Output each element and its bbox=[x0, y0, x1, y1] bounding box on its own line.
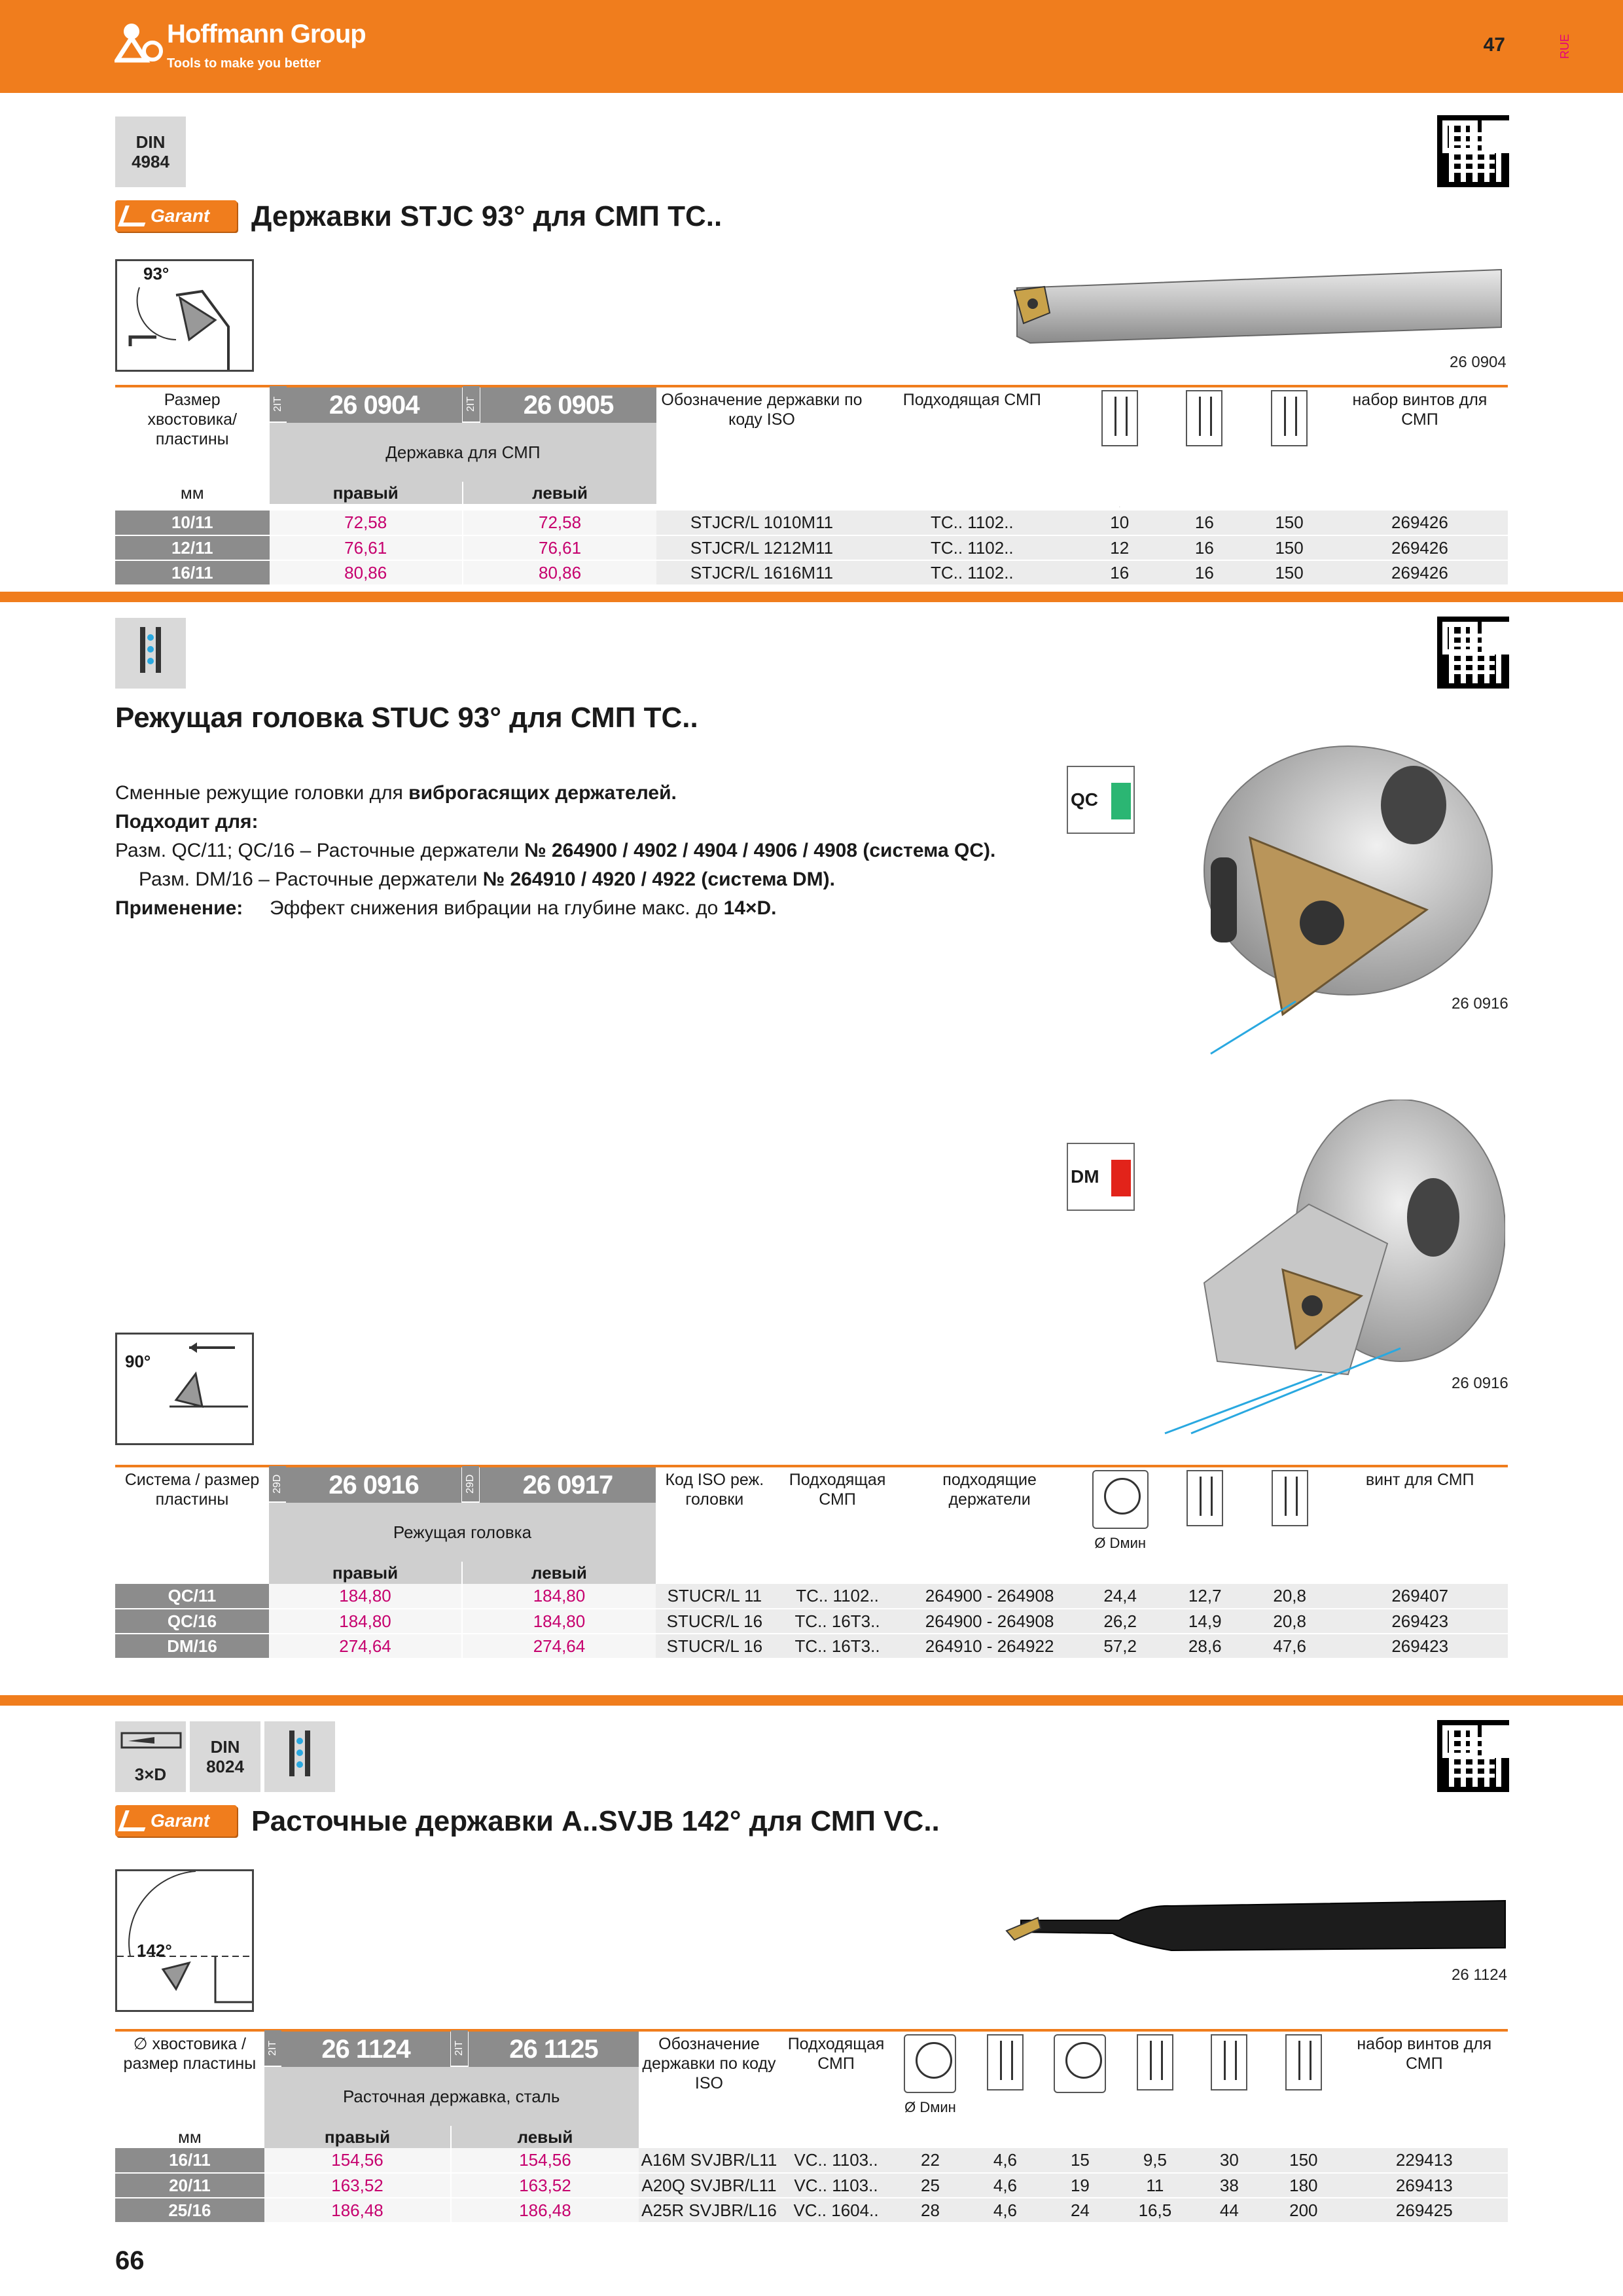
unit-mm: мм bbox=[178, 2126, 202, 2147]
col-size: ∅ хвостовика / размер пластины bbox=[115, 2030, 264, 2126]
dim-value: 180 bbox=[1266, 2173, 1340, 2198]
dim-value: 16 bbox=[1162, 560, 1247, 585]
product-image-holder bbox=[1004, 264, 1508, 350]
table-row bbox=[115, 1609, 1508, 1634]
screw-set: 269426 bbox=[1332, 511, 1508, 535]
label-left: левый bbox=[462, 1562, 656, 1584]
dim-value: 10 bbox=[1077, 511, 1162, 535]
iso-code: A16M SVJBR/L11 bbox=[639, 2148, 780, 2173]
garant-badge-label: Garant bbox=[151, 1810, 210, 1831]
text-bold: № 264910 / 4920 / 4922 (система DM). bbox=[482, 869, 835, 890]
price-right: 80,86 bbox=[270, 560, 463, 585]
dm-system-badge bbox=[1067, 1143, 1135, 1211]
schematic-icon bbox=[117, 1335, 252, 1443]
iso-code: STUCR/L 16 bbox=[656, 1634, 774, 1659]
col-dim-5 bbox=[1192, 2030, 1266, 2148]
dim-value: 16 bbox=[1162, 535, 1247, 560]
product-image-head-qc bbox=[1152, 740, 1505, 1067]
product-label: Режущая головка bbox=[269, 1503, 656, 1562]
iso-code: STUCR/L 16 bbox=[656, 1609, 774, 1634]
text: Разм. QC/11; QC/16 – Расточные держатели bbox=[115, 840, 525, 861]
dim-value: 15 bbox=[1043, 2148, 1118, 2173]
insert-code: TC.. 1102.. bbox=[774, 1584, 902, 1609]
row-size: 25/16 bbox=[115, 2198, 264, 2223]
garant-logo-icon bbox=[118, 206, 152, 226]
iso-code: STJCR/L 1212M11 bbox=[656, 535, 867, 560]
hoffmann-logo-icon bbox=[115, 22, 166, 63]
dimension-icon bbox=[1186, 1470, 1223, 1526]
col-iso: Код ISO реж. головки bbox=[656, 1466, 774, 1584]
garant-badge bbox=[115, 200, 237, 232]
section-title: Расточные державки A..SVJB 142° для СМП VC.. bbox=[251, 1805, 940, 1837]
col-holder: подходящие держатели bbox=[901, 1466, 1077, 1584]
diameter-icon bbox=[1054, 2034, 1106, 2093]
label-left: левый bbox=[451, 2126, 638, 2148]
art-prefix-left: 2IT bbox=[463, 386, 480, 423]
garant-logo-icon bbox=[118, 1810, 152, 1831]
dim-value: 22 bbox=[893, 2148, 968, 2173]
garant-badge-label: Garant bbox=[151, 206, 210, 226]
din-badge-line1: DIN bbox=[210, 1737, 240, 1757]
angle-label: 93° bbox=[143, 264, 169, 283]
dimension-icon bbox=[1271, 390, 1308, 446]
dimension-icon bbox=[1186, 390, 1222, 446]
col-size: Система / размер пластины bbox=[115, 1466, 269, 1562]
col-screw: винт для СМП bbox=[1332, 1466, 1508, 1584]
qc-label: QC bbox=[1071, 789, 1098, 810]
coolant-icon bbox=[264, 1721, 335, 1792]
price-right: 163,52 bbox=[264, 2173, 451, 2198]
iso-code: A20Q SVJBR/L11 bbox=[639, 2173, 780, 2198]
row-size: 16/11 bbox=[115, 560, 270, 585]
dmin-label: Ø Dмин bbox=[904, 2099, 956, 2115]
din-badge-line2: 4984 bbox=[132, 152, 169, 171]
text: Сменные режущие головки для bbox=[115, 782, 409, 804]
row-size: DM/16 bbox=[115, 1634, 269, 1659]
description-line bbox=[115, 865, 1031, 894]
dim-value: 4,6 bbox=[968, 2173, 1042, 2198]
page-number: 47 bbox=[1483, 34, 1505, 56]
col-dim-3 bbox=[1043, 2030, 1118, 2148]
screw-set: 229413 bbox=[1341, 2148, 1508, 2173]
col-dim-1 bbox=[1077, 386, 1162, 504]
boring-icon bbox=[115, 1721, 186, 1761]
dm-icon bbox=[1111, 1160, 1131, 1196]
holder-range: 264900 - 264908 bbox=[901, 1584, 1077, 1609]
dimension-icon bbox=[1211, 2034, 1247, 2090]
col-iso: Обозначение державки по коду ISO bbox=[656, 386, 867, 504]
dim-value: 28 bbox=[893, 2198, 968, 2223]
dim-value: 16,5 bbox=[1118, 2198, 1192, 2223]
table-row bbox=[115, 560, 1508, 585]
qc-system-badge bbox=[1067, 766, 1135, 834]
col-dim-2 bbox=[1163, 1466, 1247, 1584]
col-dmin bbox=[893, 2030, 968, 2148]
section-title: Режущая головка STUC 93° для СМП TC.. bbox=[115, 702, 698, 734]
insert-code: TC.. 16T3.. bbox=[774, 1634, 902, 1659]
label-right: правый bbox=[269, 1562, 462, 1584]
angle-schematic bbox=[115, 1869, 254, 2012]
dim-value: 47,6 bbox=[1247, 1634, 1332, 1659]
col-insert: Подходящая СМП bbox=[867, 386, 1077, 504]
row-size: 12/11 bbox=[115, 535, 270, 560]
table-row bbox=[115, 2148, 1508, 2173]
image-code: 26 1124 bbox=[1452, 1966, 1507, 1984]
col-dim-2 bbox=[968, 2030, 1042, 2148]
dim-value: 150 bbox=[1247, 560, 1332, 585]
row-size: 10/11 bbox=[115, 511, 270, 535]
image-code: 26 0916 bbox=[1452, 995, 1508, 1013]
insert-code: TC.. 16T3.. bbox=[774, 1609, 902, 1634]
table-row bbox=[115, 1584, 1508, 1609]
screw: 269423 bbox=[1332, 1634, 1508, 1659]
dmin-label: Ø Dмин bbox=[1094, 1535, 1147, 1551]
article-number-right[interactable]: 26 0904 bbox=[287, 386, 463, 423]
text: Разм. DM/16 – Расточные держатели bbox=[139, 869, 483, 890]
spec-table-2 bbox=[115, 1465, 1508, 1659]
row-size: QC/16 bbox=[115, 1609, 269, 1634]
dim-value: 11 bbox=[1118, 2173, 1192, 2198]
insert-code: TC.. 1102.. bbox=[867, 560, 1077, 585]
col-dmin bbox=[1078, 1466, 1163, 1584]
brand-name: Hoffmann Group bbox=[167, 20, 366, 48]
dim-value: 28,6 bbox=[1163, 1634, 1247, 1659]
col-screw: набор винтов для СМП bbox=[1341, 2030, 1508, 2148]
dim-value: 19 bbox=[1043, 2173, 1118, 2198]
dim-value: 150 bbox=[1247, 511, 1332, 535]
language-tag: RUE bbox=[1558, 34, 1571, 60]
screw: 269407 bbox=[1332, 1584, 1508, 1609]
dim-value: 38 bbox=[1192, 2173, 1266, 2198]
price-right: 72,58 bbox=[270, 511, 463, 535]
price-right: 186,48 bbox=[264, 2198, 451, 2223]
dim-value: 44 bbox=[1192, 2198, 1266, 2223]
screw-set: 269426 bbox=[1332, 535, 1508, 560]
product-label: Расточная державка, сталь bbox=[264, 2067, 639, 2126]
col-iso: Обозначение державки по коду ISO bbox=[639, 2030, 780, 2148]
coolant-icon bbox=[115, 618, 186, 689]
label-left: левый bbox=[463, 482, 656, 504]
article-number-left[interactable]: 26 0917 bbox=[480, 1466, 656, 1503]
dim-value: 24 bbox=[1043, 2198, 1118, 2223]
price-right: 184,80 bbox=[269, 1584, 462, 1609]
description-line bbox=[115, 836, 1031, 865]
dim-value: 200 bbox=[1266, 2198, 1340, 2223]
angle-label: 90° bbox=[125, 1352, 151, 1371]
angle-schematic bbox=[115, 259, 254, 372]
table-row bbox=[115, 535, 1508, 560]
art-prefix-right: 29D bbox=[269, 1466, 286, 1503]
footer-page-number: 66 bbox=[115, 2246, 145, 2275]
dim-value: 30 bbox=[1192, 2148, 1266, 2173]
text-bold: 14×D. bbox=[723, 897, 777, 919]
iso-code: A25R SVJBR/L16 bbox=[639, 2198, 780, 2223]
article-number-right[interactable]: 26 1124 bbox=[281, 2030, 451, 2067]
spec-table-3 bbox=[115, 2029, 1508, 2223]
unit-mm bbox=[115, 1562, 269, 1584]
section-divider bbox=[0, 1695, 1623, 1706]
page-header bbox=[0, 0, 1623, 93]
price-right: 184,80 bbox=[269, 1609, 462, 1634]
price-right: 154,56 bbox=[264, 2148, 451, 2173]
spec-table-1 bbox=[115, 385, 1508, 586]
angle-label: 142° bbox=[137, 1941, 172, 1960]
dim-value: 20,8 bbox=[1247, 1584, 1332, 1609]
insert-code: VC.. 1604.. bbox=[779, 2198, 892, 2223]
price-left: 72,58 bbox=[463, 511, 656, 535]
brand-slogan: Tools to make you better bbox=[167, 56, 321, 71]
dim-value: 16 bbox=[1077, 560, 1162, 585]
col-insert: Подходящая СМП bbox=[779, 2030, 892, 2148]
qr-code[interactable] bbox=[1437, 1720, 1509, 1792]
text-bold: Применение: bbox=[115, 897, 243, 919]
table-row bbox=[115, 511, 1508, 535]
price-right: 274,64 bbox=[269, 1634, 462, 1659]
qr-code[interactable] bbox=[1437, 617, 1509, 689]
dm-label: DM bbox=[1071, 1166, 1099, 1187]
section-divider bbox=[0, 592, 1623, 602]
art-prefix-left: 2IT bbox=[451, 2030, 469, 2067]
product-image-boring-bar bbox=[1001, 1885, 1512, 1964]
text-bold: № 264900 / 4902 / 4904 / 4906 / 4908 (система QC). bbox=[524, 840, 996, 861]
price-left: 184,80 bbox=[462, 1584, 656, 1609]
article-number-left[interactable]: 26 0905 bbox=[480, 386, 656, 423]
dimension-icon bbox=[1137, 2034, 1173, 2090]
table-row bbox=[115, 2198, 1508, 2223]
text-bold: Подходит для: bbox=[115, 811, 259, 833]
dimension-icon bbox=[1101, 390, 1138, 446]
insert-code: TC.. 1102.. bbox=[867, 535, 1077, 560]
art-prefix-right: 2IT bbox=[264, 2030, 281, 2067]
hoffmann-logo[interactable] bbox=[115, 20, 389, 79]
price-left: 186,48 bbox=[451, 2198, 638, 2223]
qr-code[interactable] bbox=[1437, 115, 1509, 187]
text-bold: виброгасящих держателей. bbox=[408, 782, 677, 804]
dimension-icon bbox=[987, 2034, 1024, 2090]
col-screw: набор винтов для СМП bbox=[1332, 386, 1508, 504]
row-size: 20/11 bbox=[115, 2173, 264, 2198]
price-left: 76,61 bbox=[463, 535, 656, 560]
screw-set: 269425 bbox=[1341, 2198, 1508, 2223]
iso-code: STJCR/L 1616M11 bbox=[656, 560, 867, 585]
image-code: 26 0916 bbox=[1452, 1374, 1508, 1392]
price-left: 184,80 bbox=[462, 1609, 656, 1634]
insert-code: TC.. 1102.. bbox=[867, 511, 1077, 535]
article-number-right[interactable]: 26 0916 bbox=[286, 1466, 462, 1503]
label-right: правый bbox=[270, 482, 463, 504]
section-title: Державки STJC 93° для СМП TC.. bbox=[251, 200, 722, 232]
unit-mm: мм bbox=[180, 482, 204, 503]
holder-range: 264910 - 264922 bbox=[901, 1634, 1077, 1659]
dmin-icon bbox=[904, 2034, 956, 2093]
din-badge bbox=[115, 117, 186, 187]
dim-value: 12 bbox=[1077, 535, 1162, 560]
garant-badge bbox=[115, 1805, 237, 1837]
schematic-icon bbox=[117, 261, 252, 370]
row-size: QC/11 bbox=[115, 1584, 269, 1609]
label-right: правый bbox=[264, 2126, 451, 2148]
row-size: 16/11 bbox=[115, 2148, 264, 2173]
description-line bbox=[115, 894, 1031, 923]
col-dim-6 bbox=[1266, 2030, 1340, 2148]
din-badge-line2: 8024 bbox=[206, 1757, 244, 1776]
col-dim-4 bbox=[1118, 2030, 1192, 2148]
product-label: Державка для СМП bbox=[270, 423, 657, 482]
dim-value: 150 bbox=[1247, 535, 1332, 560]
dim-value: 25 bbox=[893, 2173, 968, 2198]
screw: 269423 bbox=[1332, 1609, 1508, 1634]
col-dim-3 bbox=[1247, 386, 1332, 504]
price-left: 274,64 bbox=[462, 1634, 656, 1659]
description-line bbox=[115, 808, 1031, 836]
table-row bbox=[115, 2173, 1508, 2198]
dim-value: 26,2 bbox=[1078, 1609, 1163, 1634]
screw-set: 269413 bbox=[1341, 2173, 1508, 2198]
price-left: 154,56 bbox=[451, 2148, 638, 2173]
dim-value: 4,6 bbox=[968, 2198, 1042, 2223]
col-dim-2 bbox=[1162, 386, 1247, 504]
din-badge-line1: DIN bbox=[135, 132, 166, 152]
art-prefix-right: 2IT bbox=[270, 386, 287, 423]
screw-set: 269426 bbox=[1332, 560, 1508, 585]
insert-code: VC.. 1103.. bbox=[779, 2148, 892, 2173]
dim-value: 4,6 bbox=[968, 2148, 1042, 2173]
dim-value: 150 bbox=[1266, 2148, 1340, 2173]
iso-code: STUCR/L 11 bbox=[656, 1584, 774, 1609]
dim-value: 12,7 bbox=[1163, 1584, 1247, 1609]
dim-value: 16 bbox=[1162, 511, 1247, 535]
description bbox=[115, 779, 1031, 923]
art-prefix-left: 29D bbox=[462, 1466, 480, 1503]
price-left: 163,52 bbox=[451, 2173, 638, 2198]
dim-value: 14,9 bbox=[1163, 1609, 1247, 1634]
col-insert: Подходящая СМП bbox=[774, 1466, 902, 1584]
dim-value: 57,2 bbox=[1078, 1634, 1163, 1659]
coolant-badge bbox=[115, 618, 186, 689]
unit-mm: мм bbox=[1119, 507, 1120, 508]
col-size: Размер хвостовика/ пластины bbox=[115, 386, 270, 482]
text: Эффект снижения вибрации на глубине макс. до bbox=[270, 897, 724, 919]
holder-range: 264900 - 264908 bbox=[901, 1609, 1077, 1634]
dim-value: 9,5 bbox=[1118, 2148, 1192, 2173]
description-line bbox=[115, 779, 1031, 808]
dimension-icon bbox=[1285, 2034, 1322, 2090]
price-left: 80,86 bbox=[463, 560, 656, 585]
dmin-icon bbox=[1092, 1470, 1149, 1529]
dim-value: 20,8 bbox=[1247, 1609, 1332, 1634]
col-dim-3 bbox=[1247, 1466, 1332, 1584]
price-right: 76,61 bbox=[270, 535, 463, 560]
angle-schematic bbox=[115, 1333, 254, 1445]
iso-code: STJCR/L 1010M11 bbox=[656, 511, 867, 535]
din-badge bbox=[190, 1721, 260, 1792]
dimension-icon bbox=[1272, 1470, 1308, 1526]
qc-icon bbox=[1111, 783, 1131, 819]
dim-value: 24,4 bbox=[1078, 1584, 1163, 1609]
table-row bbox=[115, 1634, 1508, 1659]
depth-badge bbox=[115, 1721, 186, 1792]
depth-label: 3×D bbox=[134, 1765, 167, 1784]
image-code: 26 0904 bbox=[1450, 353, 1507, 371]
coolant-badge bbox=[264, 1721, 335, 1792]
article-number-left[interactable]: 26 1125 bbox=[469, 2030, 638, 2067]
insert-code: VC.. 1103.. bbox=[779, 2173, 892, 2198]
